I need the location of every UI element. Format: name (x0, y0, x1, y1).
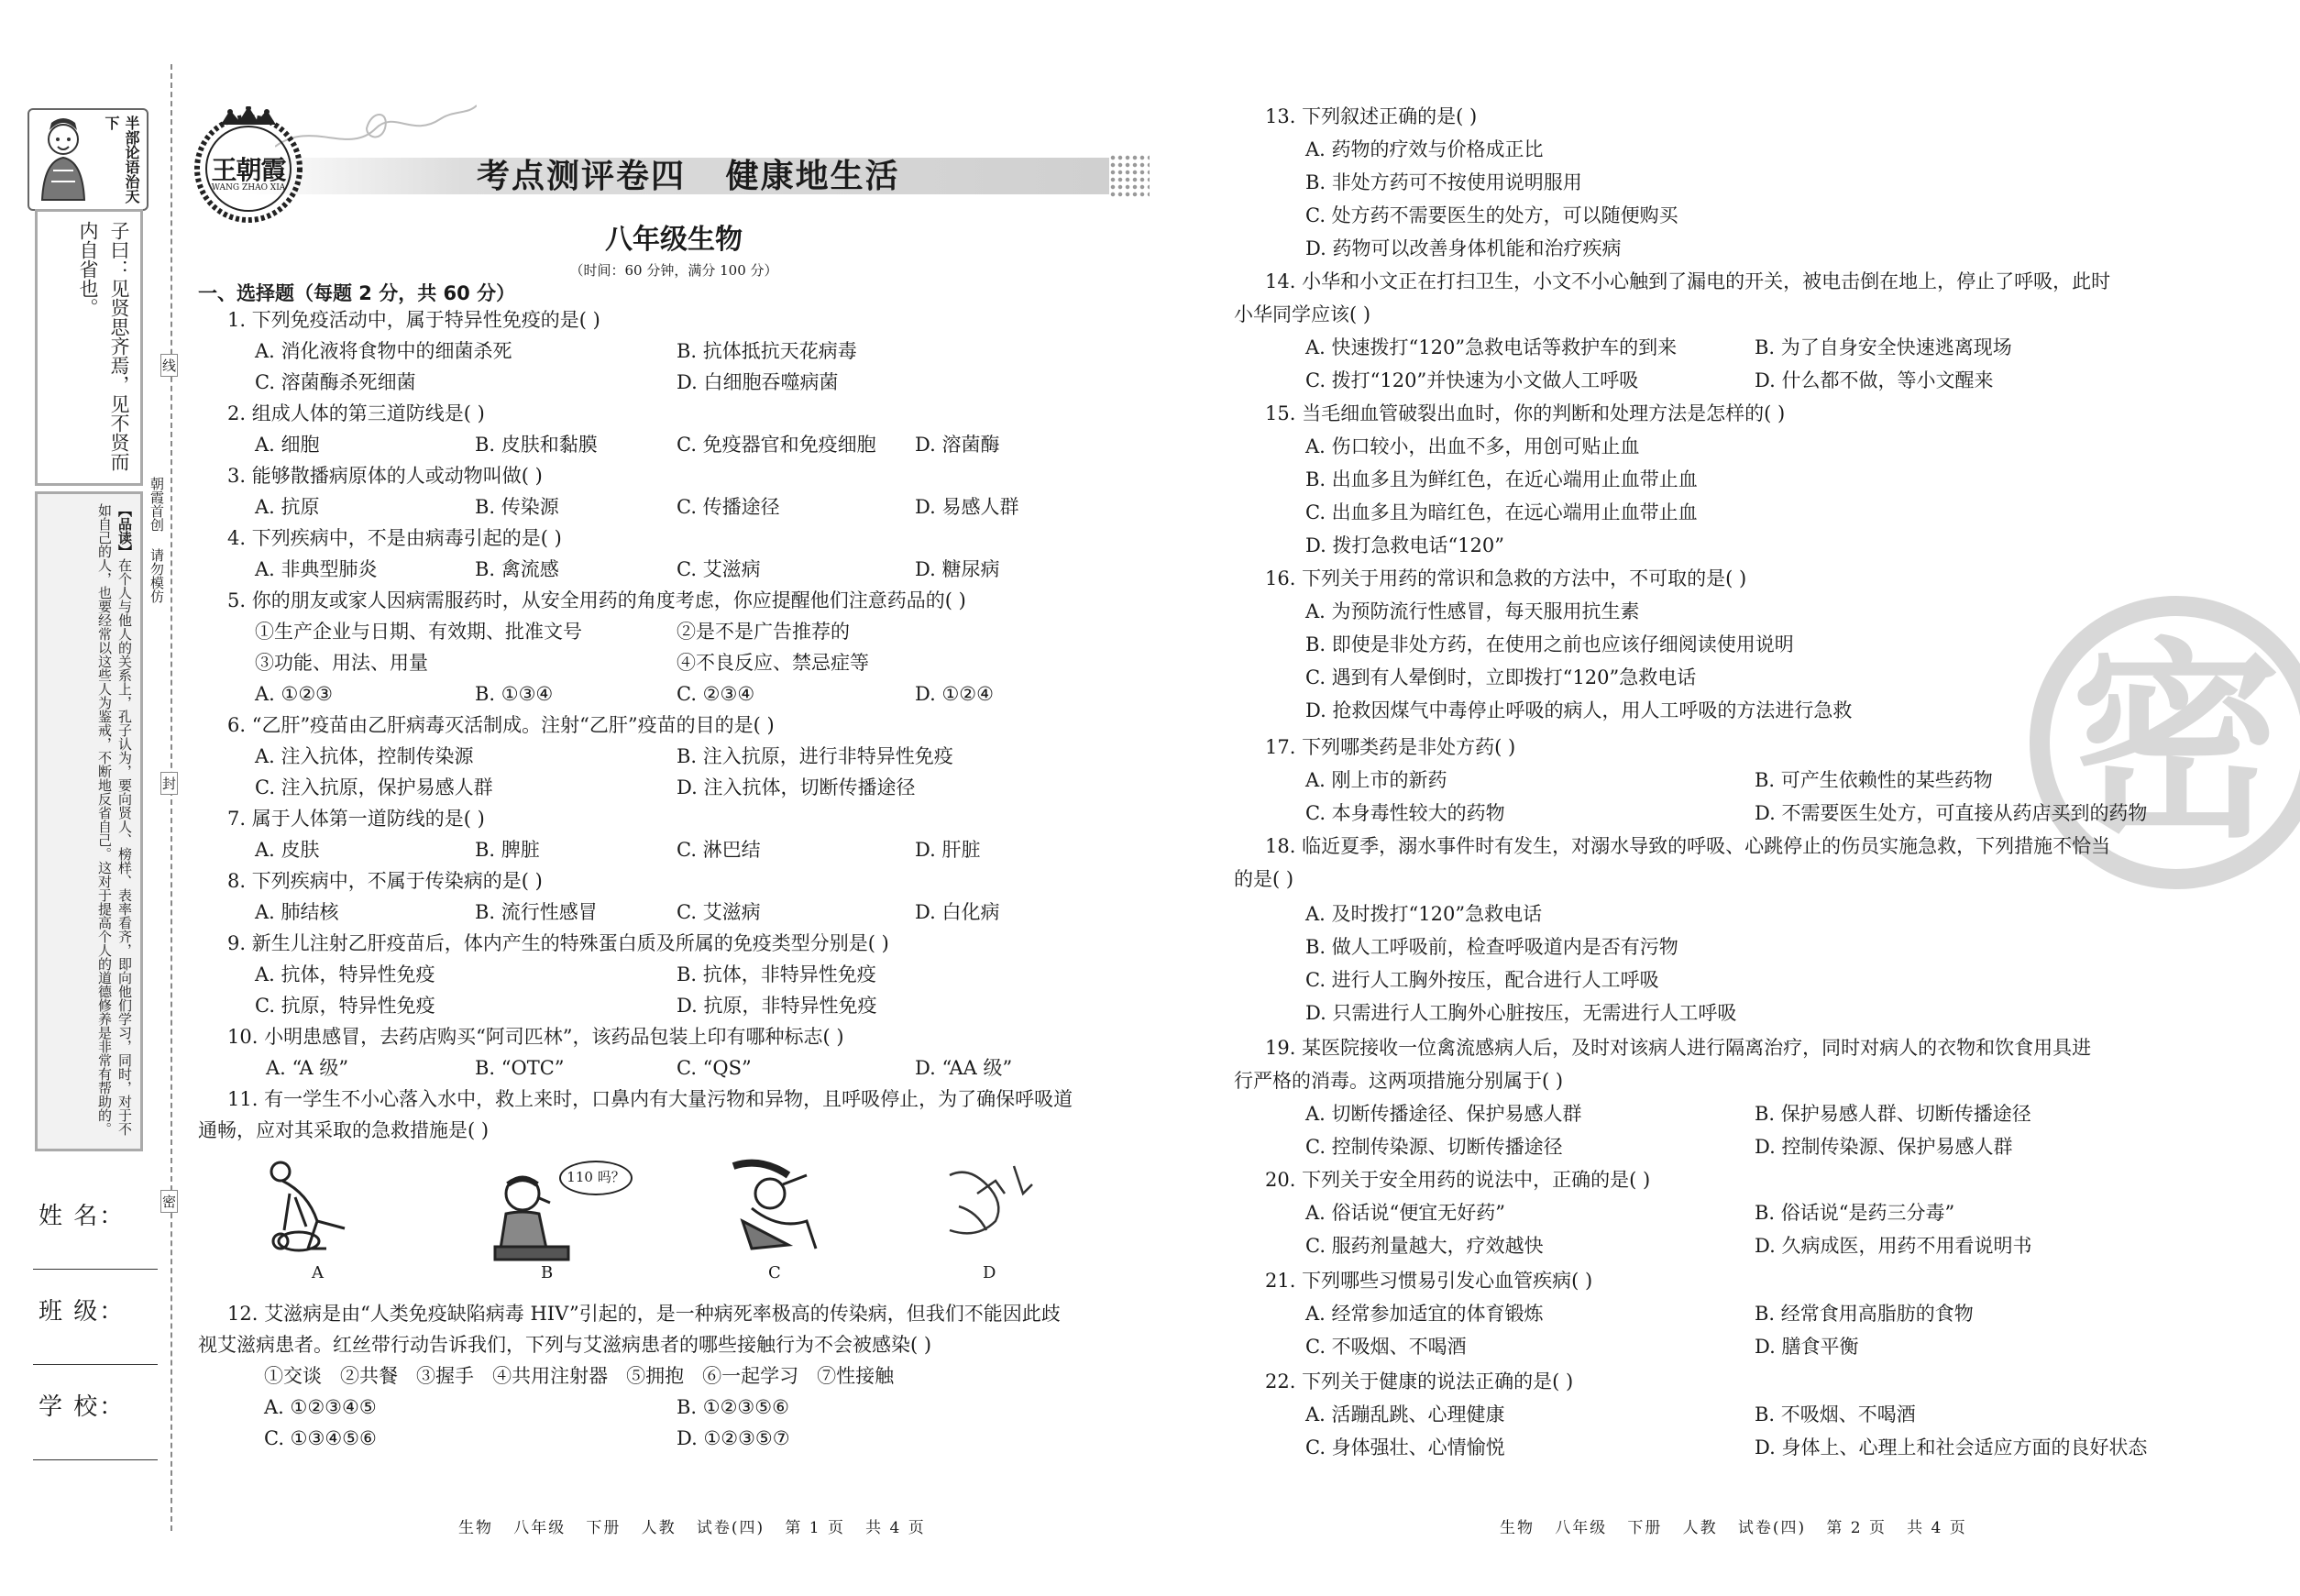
q15-option-b[interactable]: B. 出血多且为鲜红色，在近心端用止血带止血 (1305, 468, 1698, 490)
q2-option-b[interactable]: B. 皮肤和黏膜 (475, 434, 598, 456)
q12-option-b[interactable]: B. ①②③⑤⑥ (677, 1396, 789, 1418)
cut-mark-xian: 线 (160, 354, 178, 377)
q9-option-b[interactable]: B. 抗体，非特异性免疫 (677, 963, 876, 985)
q12-items: ①交谈 ②共餐 ③握手 ④共用注射器 ⑤拥抱 ⑥一起学习 ⑦性接触 (264, 1365, 895, 1387)
q3-option-b[interactable]: B. 传染源 (475, 496, 559, 518)
q5-item-3: ③功能、用法、用量 (255, 652, 428, 674)
q16-option-a[interactable]: A. 为预防流行性感冒，每天服用抗生素 (1305, 600, 1640, 622)
question-19-cont: 行严格的消毒。这两项措施分别属于( ) (1234, 1070, 1564, 1092)
q18-option-a[interactable]: A. 及时拨打“120”急救电话 (1305, 903, 1543, 925)
q21-option-b[interactable]: B. 经常食用高脂肪的食物 (1755, 1303, 1974, 1325)
q13-option-b[interactable]: B. 非处方药可不按使用说明服用 (1305, 171, 1582, 193)
q7-option-c[interactable]: C. 淋巴结 (677, 839, 761, 861)
q3-option-a[interactable]: A. 抗原 (255, 496, 320, 518)
q5-option-d[interactable]: D. ①②④ (915, 683, 994, 705)
q20-option-a[interactable]: A. 俗话说“便宜无好药” (1305, 1202, 1505, 1224)
q5-option-c[interactable]: C. ②③④ (677, 683, 755, 705)
question-14: 14. 小华和小文正在打扫卫生，小文不小心触到了漏电的开关，被电击倒在地上，停止了呼吸，此时 (1265, 270, 2111, 292)
q8-option-c[interactable]: C. 艾滋病 (677, 901, 761, 923)
q5-option-b[interactable]: B. ①③④ (475, 683, 554, 705)
q21-option-c[interactable]: C. 不吸烟、不喝酒 (1305, 1336, 1467, 1358)
q10-option-d[interactable]: D. “AA 级” (915, 1057, 1013, 1079)
rescue-picture-d[interactable] (931, 1157, 1051, 1258)
section-heading: 一、选择题（每题 2 分，共 60 分） (198, 282, 516, 304)
copyright-note: 朝霞首创 请勿模仿 (149, 477, 165, 603)
cut-line (171, 64, 172, 1531)
name-field-label: 姓 名： (39, 1203, 126, 1230)
watermark-char: 密 (2070, 622, 2282, 866)
q17-option-c[interactable]: C. 本身毒性较大的药物 (1305, 802, 1505, 824)
exam-subtitle: 八年级生物 (605, 224, 743, 256)
q1-option-d[interactable]: D. 白细胞吞噬病菌 (677, 371, 839, 393)
exam-time-note: （时间：60 分钟，满分 100 分） (569, 262, 778, 279)
question-5: 5. 你的朋友或家人因病需服药时，从安全用药的角度考虑，你应提醒他们注意药品的( ) (227, 589, 966, 611)
q5-option-a[interactable]: A. ①②③ (255, 683, 333, 705)
q20-option-b[interactable]: B. 俗话说“是药三分毒” (1755, 1202, 1955, 1224)
school-field-line[interactable] (33, 1459, 158, 1460)
picture-a-label: A (312, 1263, 324, 1282)
q4-option-a[interactable]: A. 非典型肺炎 (255, 558, 378, 580)
question-12: 12. 艾滋病是由“人类免疫缺陷病毒 HIV”引起的，是一种病死率极高的传染病，但我们不能因此歧 (227, 1303, 1061, 1325)
motto-title: 半部论语治天下 (103, 116, 140, 204)
q15-option-d[interactable]: D. 拨打急救电话“120” (1305, 534, 1504, 556)
q13-option-d[interactable]: D. 药物可以改善身体机能和治疗疾病 (1305, 237, 1622, 259)
picture-d-label: D (983, 1263, 996, 1282)
question-13: 13. 下列叙述正确的是( ) (1265, 105, 1478, 127)
q19-option-d[interactable]: D. 控制传染源、保护易感人群 (1755, 1136, 2013, 1158)
rescue-picture-a[interactable] (253, 1157, 372, 1258)
cut-mark-mi: 密 (160, 1190, 178, 1213)
q14-option-a[interactable]: A. 快速拨打“120”急救电话等救护车的到来 (1305, 336, 1678, 358)
q22-option-a[interactable]: A. 活蹦乱跳、心理健康 (1305, 1403, 1505, 1425)
q13-option-a[interactable]: A. 药物的疗效与价格成正比 (1305, 138, 1544, 160)
confucius-quote: 子曰：见贤思齐焉，见不贤而内自省也。 (77, 221, 130, 471)
question-15: 15. 当毛细血管破裂出血时，你的判断和处理方法是怎样的( ) (1265, 402, 1786, 424)
q6-option-c[interactable]: C. 注入抗原，保护易感人群 (255, 776, 493, 798)
q18-option-c[interactable]: C. 进行人工胸外按压，配合进行人工呼吸 (1305, 969, 1659, 991)
q20-option-c[interactable]: C. 服药剂量越大，疗效越快 (1305, 1235, 1544, 1257)
speech-bubble-text: 110 吗？ (567, 1169, 625, 1185)
q8-option-d[interactable]: D. 白化病 (915, 901, 1000, 923)
brand-name: 王朝霞 (211, 155, 286, 185)
question-4: 4. 下列疾病中，不是由病毒引起的是( ) (227, 527, 562, 549)
q19-option-a[interactable]: A. 切断传播途径、保护易感人群 (1305, 1103, 1582, 1125)
question-21: 21. 下列哪些习惯易引发心血管疾病( ) (1265, 1270, 1593, 1292)
q6-option-b[interactable]: B. 注入抗原，进行非特异性免疫 (677, 745, 953, 767)
question-22: 22. 下列关于健康的说法正确的是( ) (1265, 1370, 1574, 1392)
question-18-cont: 的是( ) (1234, 868, 1294, 890)
q5-item-4: ④不良反应、禁忌症等 (677, 652, 869, 674)
q19-option-b[interactable]: B. 保护易感人群、切断传播途径 (1755, 1103, 2031, 1125)
question-11-cont: 通畅，应对其采取的急救措施是( ) (198, 1119, 490, 1141)
q22-option-d[interactable]: D. 身体上、心理上和社会适应方面的良好状态 (1755, 1436, 2148, 1458)
q7-option-b[interactable]: B. 脾脏 (475, 839, 540, 861)
footer-right: 生物 八年级 下册 人教 试卷(四) 第 2 页 共 4 页 (1500, 1519, 1967, 1537)
q10-option-b[interactable]: B. “OTC” (475, 1057, 565, 1079)
speech-bubble (559, 1161, 633, 1195)
q1-option-b[interactable]: B. 抗体抵抗天花病毒 (677, 340, 857, 362)
q9-option-d[interactable]: D. 抗原，非特异性免疫 (677, 995, 877, 1017)
q4-option-b[interactable]: B. 禽流感 (475, 558, 559, 580)
reading-label: 【品读】 (116, 503, 133, 558)
q17-option-a[interactable]: A. 刚上市的新药 (1305, 769, 1447, 791)
q7-option-d[interactable]: D. 肝脏 (915, 839, 981, 861)
q15-option-a[interactable]: A. 伤口较小，出血不多，用创可贴止血 (1305, 435, 1640, 457)
q3-option-c[interactable]: C. 传播途径 (677, 496, 780, 518)
question-11: 11. 有一学生不小心落入水中，救上来时，口鼻内有大量污物和异物，且呼吸停止，为了确保呼吸道 (227, 1088, 1073, 1110)
q21-option-a[interactable]: A. 经常参加适宜的体育锻炼 (1305, 1303, 1544, 1325)
q9-option-a[interactable]: A. 抗体，特异性免疫 (255, 963, 435, 985)
cut-mark-feng: 封 (160, 772, 178, 795)
q21-option-d[interactable]: D. 膳食平衡 (1755, 1336, 1859, 1358)
q3-option-d[interactable]: D. 易感人群 (915, 496, 1019, 518)
q16-option-d[interactable]: D. 抢救因煤气中毒停止呼吸的病人，用人工呼吸的方法进行急救 (1305, 699, 1853, 721)
q6-option-a[interactable]: A. 注入抗体，控制传染源 (255, 745, 474, 767)
question-1: 1. 下列免疫活动中，属于特异性免疫的是( ) (227, 309, 600, 331)
exam-title: 考点测评卷四 健康地生活 (477, 158, 900, 195)
sidebar-motto-box (28, 108, 149, 211)
q2-option-d[interactable]: D. 溶菌酶 (915, 434, 1000, 456)
q16-option-b[interactable]: B. 即使是非处方药，在使用之前也应该仔细阅读使用说明 (1305, 633, 1794, 655)
class-field-line[interactable] (33, 1364, 158, 1365)
picture-c-label: C (768, 1263, 781, 1282)
q12-option-d[interactable]: D. ①②③⑤⑦ (677, 1427, 790, 1449)
q5-item-1: ①生产企业与日期、有效期、批准文号 (255, 621, 582, 643)
q6-option-d[interactable]: D. 注入抗体，切断传播途径 (677, 776, 916, 798)
name-field-line[interactable] (33, 1269, 158, 1270)
question-9: 9. 新生儿注射乙肝疫苗后，体内产生的特殊蛋白质及所属的免疫类型分别是( ) (227, 932, 889, 954)
q20-option-d[interactable]: D. 久病成医，用药不用看说明书 (1755, 1235, 2032, 1257)
q9-option-c[interactable]: C. 抗原，特异性免疫 (255, 995, 435, 1017)
question-2: 2. 组成人体的第三道防线是( ) (227, 402, 485, 424)
reading-body: 在个人与他人的关系上，孔子认为，要向贤人、榜样、表率看齐，即向他们学习，同时，对于不如自己的人，也要经常以这些人为鉴戒，不断地反省自己。这对于提高个人的道德修养是非常有帮助的。 (96, 503, 133, 1136)
q12-option-c[interactable]: C. ①③④⑤⑥ (264, 1427, 377, 1449)
question-14-cont: 小华同学应该( ) (1234, 303, 1371, 325)
q7-option-a[interactable]: A. 皮肤 (255, 839, 320, 861)
q19-option-c[interactable]: C. 控制传染源、切断传播途径 (1305, 1136, 1563, 1158)
q2-option-c[interactable]: C. 免疫器官和免疫细胞 (677, 434, 876, 456)
q4-option-d[interactable]: D. 糖尿病 (915, 558, 1000, 580)
brand-pinyin: WANG ZHAO XIA (211, 183, 286, 193)
question-17: 17. 下列哪类药是非处方药( ) (1265, 736, 1516, 758)
question-20: 20. 下列关于安全用药的说法中，正确的是( ) (1265, 1169, 1651, 1191)
question-10: 10. 小明患感冒，去药店购买“阿司匹林”，该药品包装上印有哪种标志( ) (227, 1026, 844, 1048)
q17-option-d[interactable]: D. 不需要医生处方，可直接从药店买到的药物 (1755, 802, 2148, 824)
reading-text (94, 503, 135, 1138)
q8-option-a[interactable]: A. 肺结核 (255, 901, 339, 923)
question-19: 19. 某医院接收一位禽流感病人后，及时对该病人进行隔离治疗，同时对病人的衣物和饮食用具进 (1265, 1037, 2092, 1059)
reading-box (35, 491, 143, 1151)
q2-option-a[interactable]: A. 细胞 (255, 434, 320, 456)
q18-option-d[interactable]: D. 只需进行人工胸外心脏按压，无需进行人工呼吸 (1305, 1002, 1737, 1024)
q18-option-b[interactable]: B. 做人工呼吸前，检查呼吸道内是否有污物 (1305, 936, 1678, 958)
q17-option-b[interactable]: B. 可产生依赖性的某些药物 (1755, 769, 1993, 791)
question-16: 16. 下列关于用药的常识和急救的方法中，不可取的是( ) (1265, 567, 1747, 589)
brand-logo (189, 106, 308, 226)
q1-option-a[interactable]: A. 消化液将食物中的细菌杀死 (255, 340, 512, 362)
question-8: 8. 下列疾病中，不属于传染病的是( ) (227, 870, 543, 892)
confucius-portrait-icon (33, 116, 94, 204)
q10-option-a[interactable]: A. “A 级” (266, 1057, 349, 1079)
q8-option-b[interactable]: B. 流行性感冒 (475, 901, 598, 923)
q5-item-2: ②是不是广告推荐的 (677, 621, 850, 643)
q10-option-c[interactable]: C. “QS” (677, 1057, 752, 1079)
q14-option-b[interactable]: B. 为了自身安全快速逃离现场 (1755, 336, 2012, 358)
q1-option-c[interactable]: C. 溶菌酶杀死细菌 (255, 371, 416, 393)
footer-left: 生物 八年级 下册 人教 试卷(四) 第 1 页 共 4 页 (458, 1519, 926, 1537)
q13-option-c[interactable]: C. 处方药不需要医生的处方，可以随便购买 (1305, 204, 1678, 226)
q12-option-a[interactable]: A. ①②③④⑤ (264, 1396, 377, 1418)
question-18: 18. 临近夏季，溺水事件时有发生，对溺水导致的呼吸、心跳停止的伤员实施急救，下列措施不恰当 (1265, 835, 2111, 857)
title-band-dots (1109, 154, 1150, 198)
question-6: 6. “乙肝”疫苗由乙肝病毒灭活制成。注射“乙肝”疫苗的目的是( ) (227, 714, 775, 736)
q22-option-b[interactable]: B. 不吸烟、不喝酒 (1755, 1403, 1916, 1425)
q4-option-c[interactable]: C. 艾滋病 (677, 558, 761, 580)
question-3: 3. 能够散播病原体的人或动物叫做( ) (227, 465, 543, 487)
question-12-cont: 视艾滋病患者。红丝带行动告诉我们，下列与艾滋病患者的哪些接触行为不会被感染( ) (198, 1334, 932, 1356)
picture-b-label: B (541, 1263, 554, 1282)
q14-option-d[interactable]: D. 什么都不做，等小文醒来 (1755, 369, 1994, 391)
q14-option-c[interactable]: C. 拨打“120”并快速为小文做人工呼吸 (1305, 369, 1639, 391)
q15-option-c[interactable]: C. 出血多且为暗红色，在远心端用止血带止血 (1305, 501, 1698, 523)
school-field-label: 学 校： (39, 1393, 126, 1421)
q16-option-c[interactable]: C. 遇到有人晕倒时，立即拨打“120”急救电话 (1305, 666, 1697, 688)
rescue-picture-c[interactable] (715, 1157, 834, 1258)
class-field-label: 班 级： (39, 1298, 126, 1326)
q22-option-c[interactable]: C. 身体强壮、心情愉悦 (1305, 1436, 1505, 1458)
question-7: 7. 属于人体第一道防线的是( ) (227, 808, 485, 830)
